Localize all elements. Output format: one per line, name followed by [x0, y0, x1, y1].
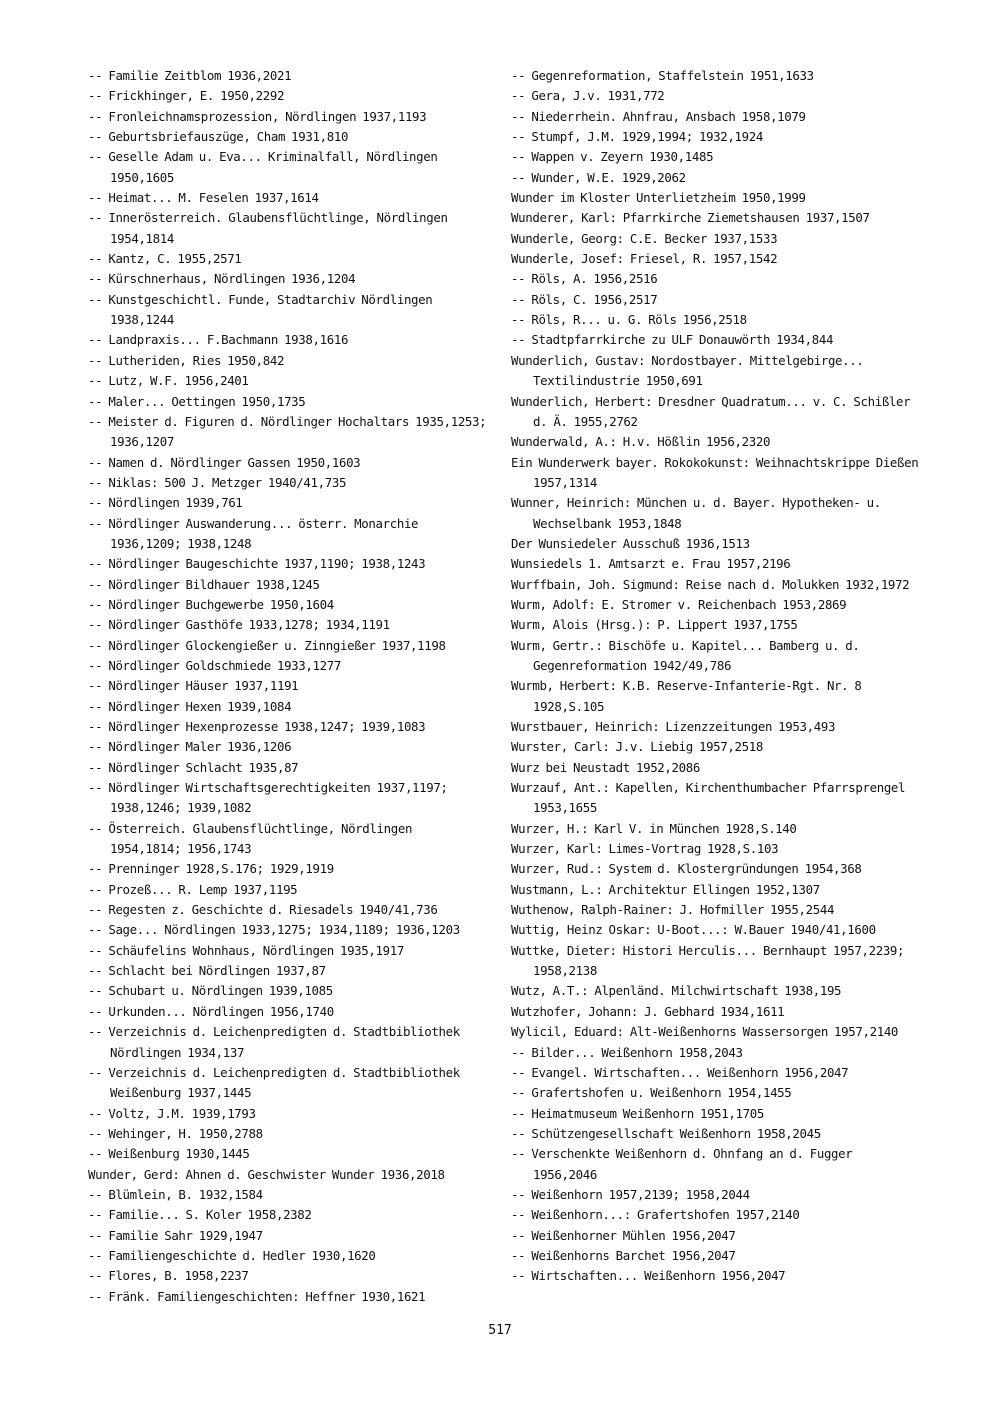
- index-entry: -- Familiengeschichte d. Hedler 1930,1620: [88, 1247, 376, 1263]
- index-entry: -- Niederrhein. Ahnfrau, Ansbach 1958,1079: [511, 108, 806, 124]
- right-column: [511, 66, 921, 1287]
- index-entry: -- Weißenhorn...: Grafertshofen 1957,2140: [511, 1207, 800, 1223]
- index-entry: -- Urkunden... Nördlingen 1956,1740: [88, 1003, 334, 1019]
- index-entry: -- Lutheriden, Ries 1950,842: [88, 352, 285, 368]
- index-entry: Wurzauf, Ant.: Kapellen, Kirchenthumbacher Pfarrsprengel 1953,1655: [511, 780, 906, 816]
- index-entry: -- Kunstgeschichtl. Funde, Stadtarchiv Nördlingen 1938,1244: [88, 291, 433, 328]
- index-entry: -- Frickhinger, E. 1950,2292: [88, 88, 285, 104]
- index-entry: -- Heimat... M. Feselen 1937,1614: [88, 190, 319, 206]
- index-entry: -- Weißenhorns Barchet 1956,2047: [511, 1247, 736, 1263]
- index-entry: -- Nördlingen 1939,761: [88, 495, 243, 511]
- index-entry: -- Röls, A. 1956,2516: [511, 271, 658, 287]
- index-entry: -- Lutz, W.F. 1956,2401: [88, 373, 249, 389]
- index-entry: Wurm, Adolf: E. Stromer v. Reichenbach 1953,2869: [511, 596, 847, 612]
- index-entry: Wurmb, Herbert: K.B. Reserve-Infanterie-Rgt. Nr. 8 1928,S.105: [511, 678, 862, 714]
- index-entry: Wylicil, Eduard: Alt-Weißenhorns Wassersorgen 1957,2140: [511, 1024, 899, 1040]
- index-entry: -- Wehinger, H. 1950,2788: [88, 1125, 263, 1141]
- index-entry: Wurstbauer, Heinrich: Lizenzzeitungen 1953,493: [511, 719, 836, 734]
- index-entry: -- Schlacht bei Nördlingen 1937,87: [88, 963, 326, 979]
- index-entry: Wurzer, Karl: Limes-Vortrag 1928,S.103: [511, 841, 779, 857]
- index-entry: -- Wunder, W.E. 1929,2062: [511, 169, 686, 185]
- index-entry: -- Kürschnerhaus, Nördlingen 1936,1204: [88, 271, 356, 287]
- index-entry: -- Sage... Nördlingen 1933,1275; 1934,1189; 1936,1203: [88, 922, 460, 938]
- index-entry: Wurster, Carl: J.v. Liebig 1957,2518: [511, 739, 763, 755]
- index-entry: -- Schubart u. Nördlingen 1939,1085: [88, 983, 333, 999]
- index-entry: Wunderle, Josef: Friesel, R. 1957,1542: [511, 251, 778, 267]
- index-entry: -- Verzeichnis d. Leichenpredigten d. Stadtbibliothek Weißenburg 1937,1445: [88, 1064, 460, 1101]
- index-entry: -- Nördlinger Auswanderung... österr. Monarchie 1936,1209; 1938,1248: [88, 515, 419, 551]
- index-entry: -- Regesten z. Geschichte d. Riesadels 1940/41,736: [88, 902, 438, 918]
- index-entry: Wunderlich, Gustav: Nordostbayer. Mittelgebirge... Textilindustrie 1950,691: [511, 352, 864, 389]
- index-entry: Wutzhofer, Johann: J. Gebhard 1934,1611: [511, 1003, 785, 1019]
- index-entry: -- Wappen v. Zeyern 1930,1485: [511, 149, 714, 165]
- index-entry: -- Nördlinger Glockengießer u. Zinngießer 1937,1198: [88, 637, 446, 653]
- index-entry: -- Gegenreformation, Staffelstein 1951,1633: [511, 68, 814, 83]
- index-entry: -- Schützengesellschaft Weißenhorn 1958,2045: [511, 1125, 821, 1141]
- index-entry: -- Nördlinger Schlacht 1935,87: [88, 759, 299, 775]
- index-entry: Wurm, Alois (Hrsg.): P. Lippert 1937,1755: [511, 617, 798, 633]
- index-entry: Wutz, A.T.: Alpenländ. Milchwirtschaft 1938,195: [511, 983, 842, 999]
- index-entry: -- Schäufelins Wohnhaus, Nördlingen 1935,1917: [88, 942, 404, 958]
- index-entry: Wunderlich, Herbert: Dresdner Quadratum... v. C. Schißler d. Ä. 1955,2762: [511, 393, 911, 429]
- index-entry: -- Familie Zeitblom 1936,2021: [88, 68, 292, 83]
- index-entry: Wurm, Gertr.: Bischöfe u. Kapitel... Bamberg u. d. Gegenreformation 1942/49,786: [511, 637, 860, 673]
- index-entry: -- Wirtschaften... Weißenhorn 1956,2047: [511, 1268, 786, 1284]
- index-entry: -- Nördlinger Häuser 1937,1191: [88, 678, 299, 694]
- index-entry: -- Prozeß... R. Lemp 1937,1195: [88, 881, 298, 897]
- index-entry: -- Gera, J.v. 1931,772: [511, 88, 665, 104]
- index-entry: Wunderwald, A.: H.v. Hößlin 1956,2320: [511, 434, 771, 450]
- index-entry: -- Stadtpfarrkirche zu ULF Donauwörth 1934,844: [511, 332, 834, 348]
- index-entry: -- Kantz, C. 1955,2571: [88, 251, 242, 267]
- index-entry: -- Nördlinger Hexen 1939,1084: [88, 698, 292, 714]
- index-entry: -- Familie... S. Koler 1958,2382: [88, 1207, 312, 1223]
- index-entry: -- Meister d. Figuren d. Nördlinger Hochaltars 1935,1253; 1936,1207: [88, 413, 487, 450]
- index-entry: Wustmann, L.: Architektur Ellingen 1952,1307: [511, 881, 820, 897]
- index-entry: -- Fränk. Familiengeschichten: Heffner 1930,1621: [88, 1288, 426, 1304]
- index-entry: -- Geselle Adam u. Eva... Kriminalfall, Nördlingen 1950,1605: [88, 149, 438, 185]
- left-column: [88, 66, 488, 1307]
- index-entry: -- Fronleichnamsprozession, Nördlingen 1937,1193: [88, 108, 427, 124]
- index-entry: Wurzer, Rud.: System d. Klostergründungen 1954,368: [511, 861, 862, 877]
- index-entry: -- Nördlinger Bildhauer 1938,1245: [88, 576, 320, 592]
- index-entry: -- Evangel. Wirtschaften... Weißenhorn 1956,2047: [511, 1064, 849, 1080]
- index-entry: -- Nördlinger Hexenprozesse 1938,1247; 1939,1083: [88, 719, 426, 734]
- index-entry: -- Weißenhorner Mühlen 1956,2047: [511, 1227, 736, 1243]
- index-entry: Wuttig, Heinz Oskar: U-Boot...: W.Bauer 1940/41,1600: [511, 922, 876, 938]
- index-entry: Der Wunsiedeler Ausschuß 1936,1513: [511, 535, 750, 551]
- index-entry: Wurzer, H.: Karl V. in München 1928,S.140: [511, 820, 797, 836]
- index-entry: Wunderer, Karl: Pfarrkirche Ziemetshausen 1937,1507: [511, 210, 870, 226]
- index-entry: -- Weißenhorn 1957,2139; 1958,2044: [511, 1186, 750, 1202]
- index-entry: -- Stumpf, J.M. 1929,1994; 1932,1924: [511, 129, 763, 145]
- page-number: 517: [488, 1323, 512, 1338]
- index-entry: -- Verschenkte Weißenhorn d. Ohnfang an d. Fugger 1956,2046: [511, 1146, 853, 1182]
- index-entry: -- Voltz, J.M. 1939,1793: [88, 1105, 256, 1121]
- index-entry: -- Bilder... Weißenhorn 1958,2043: [511, 1044, 743, 1060]
- index-entry: -- Maler... Oettingen 1950,1735: [88, 393, 306, 409]
- index-entry: -- Österreich. Glaubensflüchtlinge, Nördlingen 1954,1814; 1956,1743: [88, 820, 413, 857]
- index-entry: Wuttke, Dieter: Histori Herculis... Bernhaupt 1957,2239; 1958,2138: [511, 942, 905, 979]
- index-entry: -- Familie Sahr 1929,1947: [88, 1227, 263, 1243]
- index-entry: -- Grafertshofen u. Weißenhorn 1954,1455: [511, 1085, 792, 1101]
- index-entry: -- Flores, B. 1958,2237: [88, 1268, 249, 1284]
- index-entry: Wurffbain, Joh. Sigmund: Reise nach d. Molukken 1932,1972: [511, 576, 910, 592]
- index-entry: Ein Wunderwerk bayer. Rokokokunst: Weihnachtskrippe Dießen 1957,1314: [511, 454, 919, 490]
- index-entry: -- Nördlinger Goldschmiede 1933,1277: [88, 657, 341, 673]
- index-entry: -- Nördlinger Baugeschichte 1937,1190; 1938,1243: [88, 556, 426, 572]
- index-entry: Wurz bei Neustadt 1952,2086: [511, 759, 700, 775]
- index-entry: Wuthenow, Ralph-Rainer: J. Hofmiller 1955,2544: [511, 902, 835, 918]
- index-entry: -- Nördlinger Maler 1936,1206: [88, 739, 292, 755]
- index-entry: -- Prenninger 1928,S.176; 1929,1919: [88, 861, 334, 877]
- index-entry: -- Niklas: 500 J. Metzger 1940/41,735: [88, 474, 347, 490]
- index-entry: -- Heimatmuseum Weißenhorn 1951,1705: [511, 1105, 764, 1121]
- index-entry: Wunder, Gerd: Ahnen d. Geschwister Wunder 1936,2018: [88, 1166, 445, 1182]
- index-entry: -- Blümlein, B. 1932,1584: [88, 1186, 263, 1202]
- index-entry: -- Röls, R... u. G. Röls 1956,2518: [511, 312, 747, 328]
- index-entry: Wunsiedels 1. Amtsarzt e. Frau 1957,2196: [511, 556, 791, 572]
- index-entry: -- Weißenburg 1930,1445: [88, 1146, 250, 1162]
- index-entry: -- Landpraxis... F.Bachmann 1938,1616: [88, 332, 349, 348]
- index-entry: Wunner, Heinrich: München u. d. Bayer. Hypotheken- u. Wechselbank 1953,1848: [511, 495, 881, 531]
- index-entry: Wunderle, Georg: C.E. Becker 1937,1533: [511, 230, 778, 246]
- index-entry: -- Röls, C. 1956,2517: [511, 291, 658, 307]
- index-entry: -- Nördlinger Wirtschaftsgerechtigkeiten 1937,1197; 1938,1246; 1939,1082: [88, 780, 448, 816]
- index-entry: -- Namen d. Nördlinger Gassen 1950,1603: [88, 454, 361, 470]
- index-entry: Wunder im Kloster Unterlietzheim 1950,1999: [511, 190, 806, 206]
- index-entry: -- Innerösterreich. Glaubensflüchtlinge, Nördlingen 1954,1814: [88, 210, 448, 246]
- index-entry: -- Nördlinger Gasthöfe 1933,1278; 1934,1191: [88, 617, 390, 633]
- index-entry: -- Geburtsbriefauszüge, Cham 1931,810: [88, 129, 349, 145]
- index-entry: -- Nördlinger Buchgewerbe 1950,1604: [88, 596, 334, 612]
- index-entry: -- Verzeichnis d. Leichenpredigten d. Stadtbibliothek Nördlingen 1934,137: [88, 1024, 460, 1060]
